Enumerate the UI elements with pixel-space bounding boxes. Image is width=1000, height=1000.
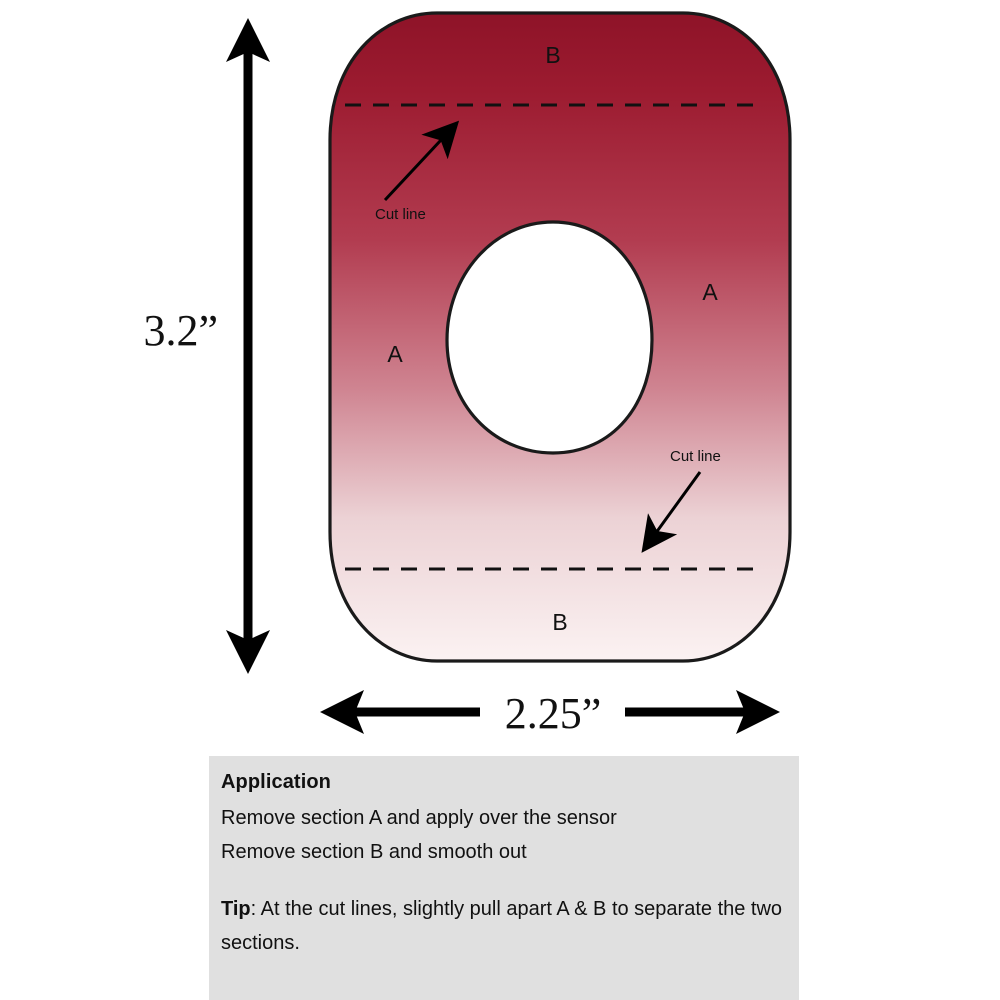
application-step-1: Remove section A and apply over the sensor	[221, 807, 617, 829]
height-dimension-arrow	[226, 18, 270, 674]
application-info-box	[209, 756, 799, 1000]
tip-text: : At the cut lines, slightly pull apart A & B to separate the two sections.	[221, 897, 783, 955]
info-spacer	[221, 870, 799, 892]
application-tip	[221, 892, 799, 961]
patch-body	[330, 13, 790, 661]
height-dimension-label: 3.2”	[143, 306, 218, 355]
application-step-2: Remove section B and smooth out	[221, 841, 527, 864]
section-label-a-left: A	[387, 341, 403, 367]
cut-line-upper-label: Cut line	[375, 206, 426, 223]
cut-line-lower-label: Cut line	[670, 448, 721, 465]
application-heading: Application	[221, 771, 331, 793]
width-dimension-label: 2.25”	[504, 689, 602, 738]
section-label-b-top: B	[545, 42, 561, 68]
section-label-a-right: A	[702, 279, 718, 305]
tip-prefix: Tip	[221, 897, 251, 920]
section-label-b-bottom: B	[552, 609, 568, 635]
